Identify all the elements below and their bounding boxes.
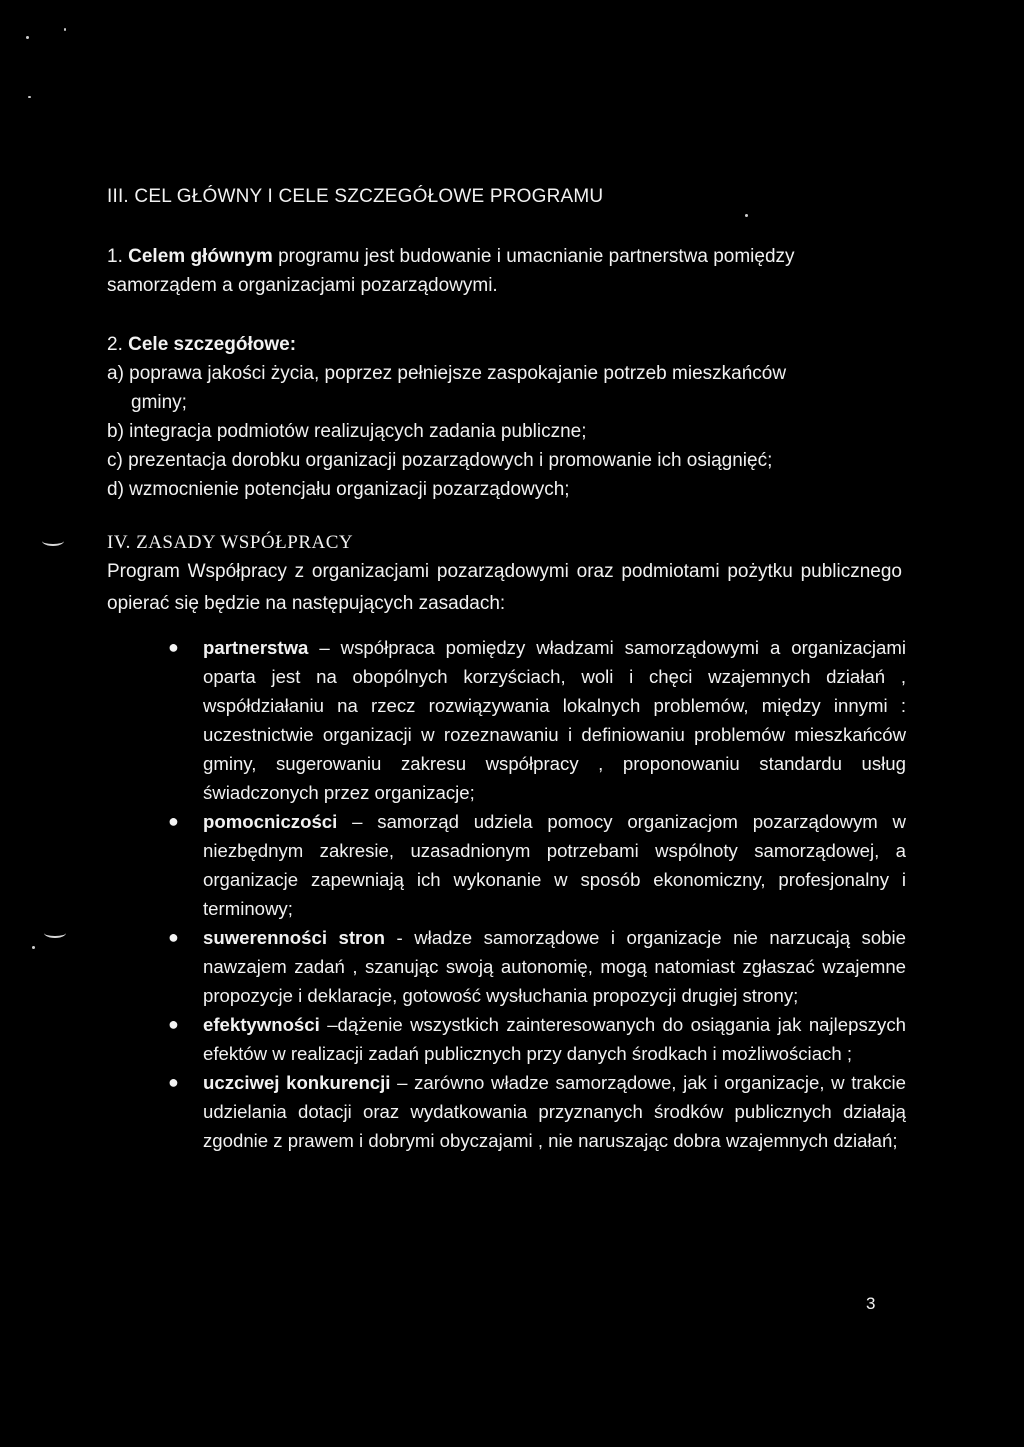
principle-text: - władze samorządowe i organizacje nie narzucają sobie nawzajem zadań , szanując swoją autonomię, mogą natomiast zgłaszać wzajemne propozycje i deklaracje, gotowość wysłuchania propozycji drugiej strony;: [203, 927, 906, 1006]
specific-goal-item: a) poprawa jakości życia, poprzez pełniejsze zaspokajanie potrzeb mieszkańców: [107, 363, 787, 384]
principle-text: – współpraca pomiędzy władzami samorządowymi a organizacjami oparta jest na obopólnych korzyściach, woli i chęci wzajemnych działań , współdziałaniu na rzecz rozwiązywania lokalnych problemów, między innymi : uczestnictwie organizacji w rozeznawaniu i definiowaniu problemów mieszkańców gminy, sugerowaniu zakresu współpracy , proponowaniu standardu usług świadczonych przez organizacje;: [203, 637, 906, 803]
principle-term: efektywności: [203, 1014, 320, 1035]
scan-speck: [745, 214, 748, 217]
principle-item: [168, 633, 906, 807]
section-4-intro: Program Współpracy z organizacjami pozarządowymi oraz podmiotami pożytku publicznego opierać się będzie na następujących zasadach:: [107, 561, 902, 614]
principle-term: pomocniczości: [203, 811, 338, 832]
principle-item: [168, 1068, 906, 1155]
principle-text: –dążenie wszystkich zainteresowanych do osiągania jak najlepszych efektów w realizacji zadań publicznych przy danych środkach i możliwościach ;: [203, 1014, 906, 1064]
section-3-heading: III. CEL GŁÓWNY I CELE SZCZEGÓŁOWE PROGRAMU: [107, 186, 604, 207]
margin-mark: [42, 536, 64, 546]
margin-mark: [44, 928, 66, 938]
principle-term: uczciwej konkurencji: [203, 1072, 391, 1093]
specific-goal-item: b) integracja podmiotów realizujących zadania publiczne;: [107, 421, 587, 442]
bullet-icon: ●: [168, 1072, 179, 1092]
specific-goal-item: d) wzmocnienie potencjału organizacji pozarządowych;: [107, 479, 570, 500]
principles-list: [168, 633, 906, 1155]
main-goal-label: Celem głównym: [128, 246, 273, 267]
section-4-heading: IV. ZASADY WSPÓŁPRACY: [107, 532, 354, 553]
principle-text: – samorząd udziela pomocy organizacjom pozarządowym w niezbędnym zakresie, uzasadnionym potrzebami wspólnoty samorządowej, a organizacje zapewniają ich wykonanie w sposób ekonomiczny, profesjonalny i terminowy;: [203, 811, 906, 919]
principle-item: [168, 1010, 906, 1068]
specific-goal-item-continuation: gminy;: [131, 392, 187, 413]
specific-goal-item: c) prezentacja dorobku organizacji pozarządowych i promowanie ich osiągnięć;: [107, 450, 773, 471]
principle-term: suwerenności stron: [203, 927, 385, 948]
specific-goals-label: Cele szczegółowe:: [128, 334, 297, 355]
bullet-icon: ●: [168, 927, 179, 947]
scan-speck: [28, 96, 31, 98]
specific-goals-number: 2.: [107, 334, 123, 355]
principle-term: partnerstwa: [203, 637, 309, 658]
bullet-icon: ●: [168, 811, 179, 831]
bullet-icon: ●: [168, 1014, 179, 1034]
page-number: 3: [866, 1294, 876, 1313]
scan-speck: [32, 946, 35, 949]
principle-item: [168, 807, 906, 923]
scan-speck: [26, 36, 29, 39]
principle-item: [168, 923, 906, 1010]
bullet-icon: ●: [168, 637, 179, 657]
principle-text: – zarówno władze samorządowe, jak i organizacje, w trakcie udzielania dotacji oraz wydatkowania przyznanych środków publicznych działają zgodnie z prawem i dobrymi obyczajami , nie naruszając dobra wzajemnych działań;: [203, 1072, 906, 1151]
main-goal-text: programu jest budowanie i umacnianie partnerstwa pomiędzy samorządem a organizacjami pozarządowymi.: [107, 246, 795, 296]
main-goal-number: 1.: [107, 246, 123, 267]
main-goal-paragraph: [107, 242, 902, 300]
specific-goals-paragraph: [107, 330, 902, 504]
scan-speck: [64, 28, 66, 31]
